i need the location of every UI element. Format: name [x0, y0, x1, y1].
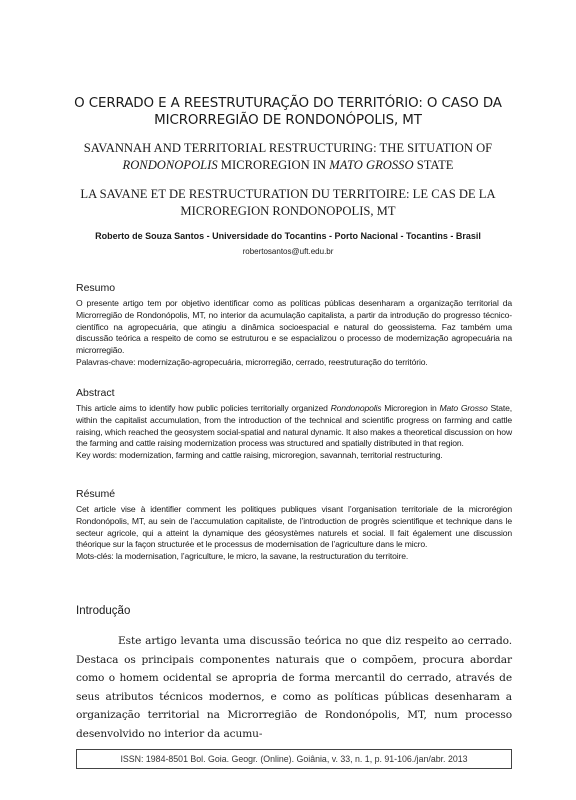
- title-english-italic-rondonopolis: RONDONOPOLIS: [122, 158, 218, 172]
- author-affiliation: Roberto de Souza Santos - Universidade do Tocantins - Porto Nacional - Tocantins - Brasil: [95, 231, 481, 241]
- abstract-body-c: State, within the capitalist accumulation, from the introduction of the technical and scientific progress on farming and cattle raising, which reached the geosystem social-spatial and natural dynamic. It also makes a theoretical discussion on how the farming and cattle raising modernization process was structured and spatially distributed in that region.: [76, 403, 513, 449]
- author-email[interactable]: robertosantos@uft.edu.br: [242, 247, 334, 256]
- abstract-italic-rondonopolis: Rondonopolis: [330, 403, 382, 413]
- title-english-line1: SAVANNAH AND TERRITORIAL RESTRUCTURING: THE SITUATION OF: [83, 141, 493, 155]
- abstract-body: [76, 403, 512, 450]
- abstract-body-a: This article aims to identify how public policies territorially organized: [76, 403, 331, 413]
- intro-paragraph: Este artigo levanta uma discussão teórica no que diz respeito ao cerrado. Destaca os principais componentes naturais que o compõem, procura abordar como o homem ocidental se apropria de forma mercantil do cerrado, através de seus atributos técnicos modernos, e como as políticas públicas desenharam a organização territorial na Microrregião de Rondonópolis, MT, num processo desenvolvido no interior da acumu-: [76, 635, 512, 740]
- resumo-keywords: Palavras-chave: modernização-agropecuária, microrregião, cerrado, reestruturação do território.: [76, 356, 428, 367]
- intro-section: [76, 632, 512, 744]
- resumo-section: [76, 298, 512, 369]
- title-english-mid: MICROREGION IN: [217, 158, 330, 172]
- resume-section: [76, 504, 512, 563]
- resume-heading: Résumé: [76, 488, 116, 500]
- title-english-end: STATE: [413, 158, 454, 172]
- intro-heading: Introdução: [76, 605, 131, 617]
- resumo-body: O presente artigo tem por objetivo identificar como as políticas públicas desenharam a organização territorial da Microrregião de Rondonópolis, MT, no interior da acumulação capitalista, a partir da introdução do progresso técnico-científico na agropecuária, que atingiu a dinâmica socioespacial e natural do geossistema. Faz também uma discussão teórica a respeito de como se estruturou e se espacializou o processo de modernização agropecuária na microrregião.: [76, 298, 512, 356]
- abstract-italic-mato-grosso: Mato Grosso: [439, 403, 488, 413]
- title-english-italic-mato-grosso: MATO GROSSO: [329, 158, 414, 172]
- title-french: LA SAVANE ET DE RESTRUCTURATION DU TERRITOIRE: LE CAS DE LA MICROREGION RONDONOPOLIS, MT: [80, 187, 496, 218]
- footer-citation: ISSN: 1984-8501 Bol. Goia. Geogr. (Online). Goiânia, v. 33, n. 1, p. 91-106./jan/abr. 2013: [76, 749, 512, 769]
- abstract-heading: Abstract: [76, 387, 115, 399]
- title-english: [60, 140, 516, 174]
- title-portuguese: O CERRADO E A REESTRUTURAÇÃO DO TERRITÓRIO: O CASO DA MICRORREGIÃO DE RONDONÓPOLIS, MT: [74, 96, 502, 128]
- resume-body: Cet article vise à identifier comment les politiques publiques visant l’organisation territoriale de la microrégion Rondonópolis, MT, au sein de l’accumulation capitaliste, de l’introduction de progrès scientifique et technique dans le secteur agricole, qui a atteint la dynamique des géosystèmes naturels et social. Il fait également une discussion théorique sur la façon structurée et le processus de modernisation de l’agriculture dans le micro.: [76, 504, 512, 550]
- abstract-body-b: Microregion in: [381, 403, 440, 413]
- abstract-section: [76, 403, 512, 462]
- resume-keywords: Mots-clés: la modernisation, l’agriculture, le micro, la savane, la restructuration du territoire.: [76, 551, 409, 562]
- abstract-keywords: Key words: modernization, farming and cattle raising, microregion, savannah, territorial restructuring.: [76, 450, 443, 461]
- resumo-heading: Resumo: [76, 282, 116, 294]
